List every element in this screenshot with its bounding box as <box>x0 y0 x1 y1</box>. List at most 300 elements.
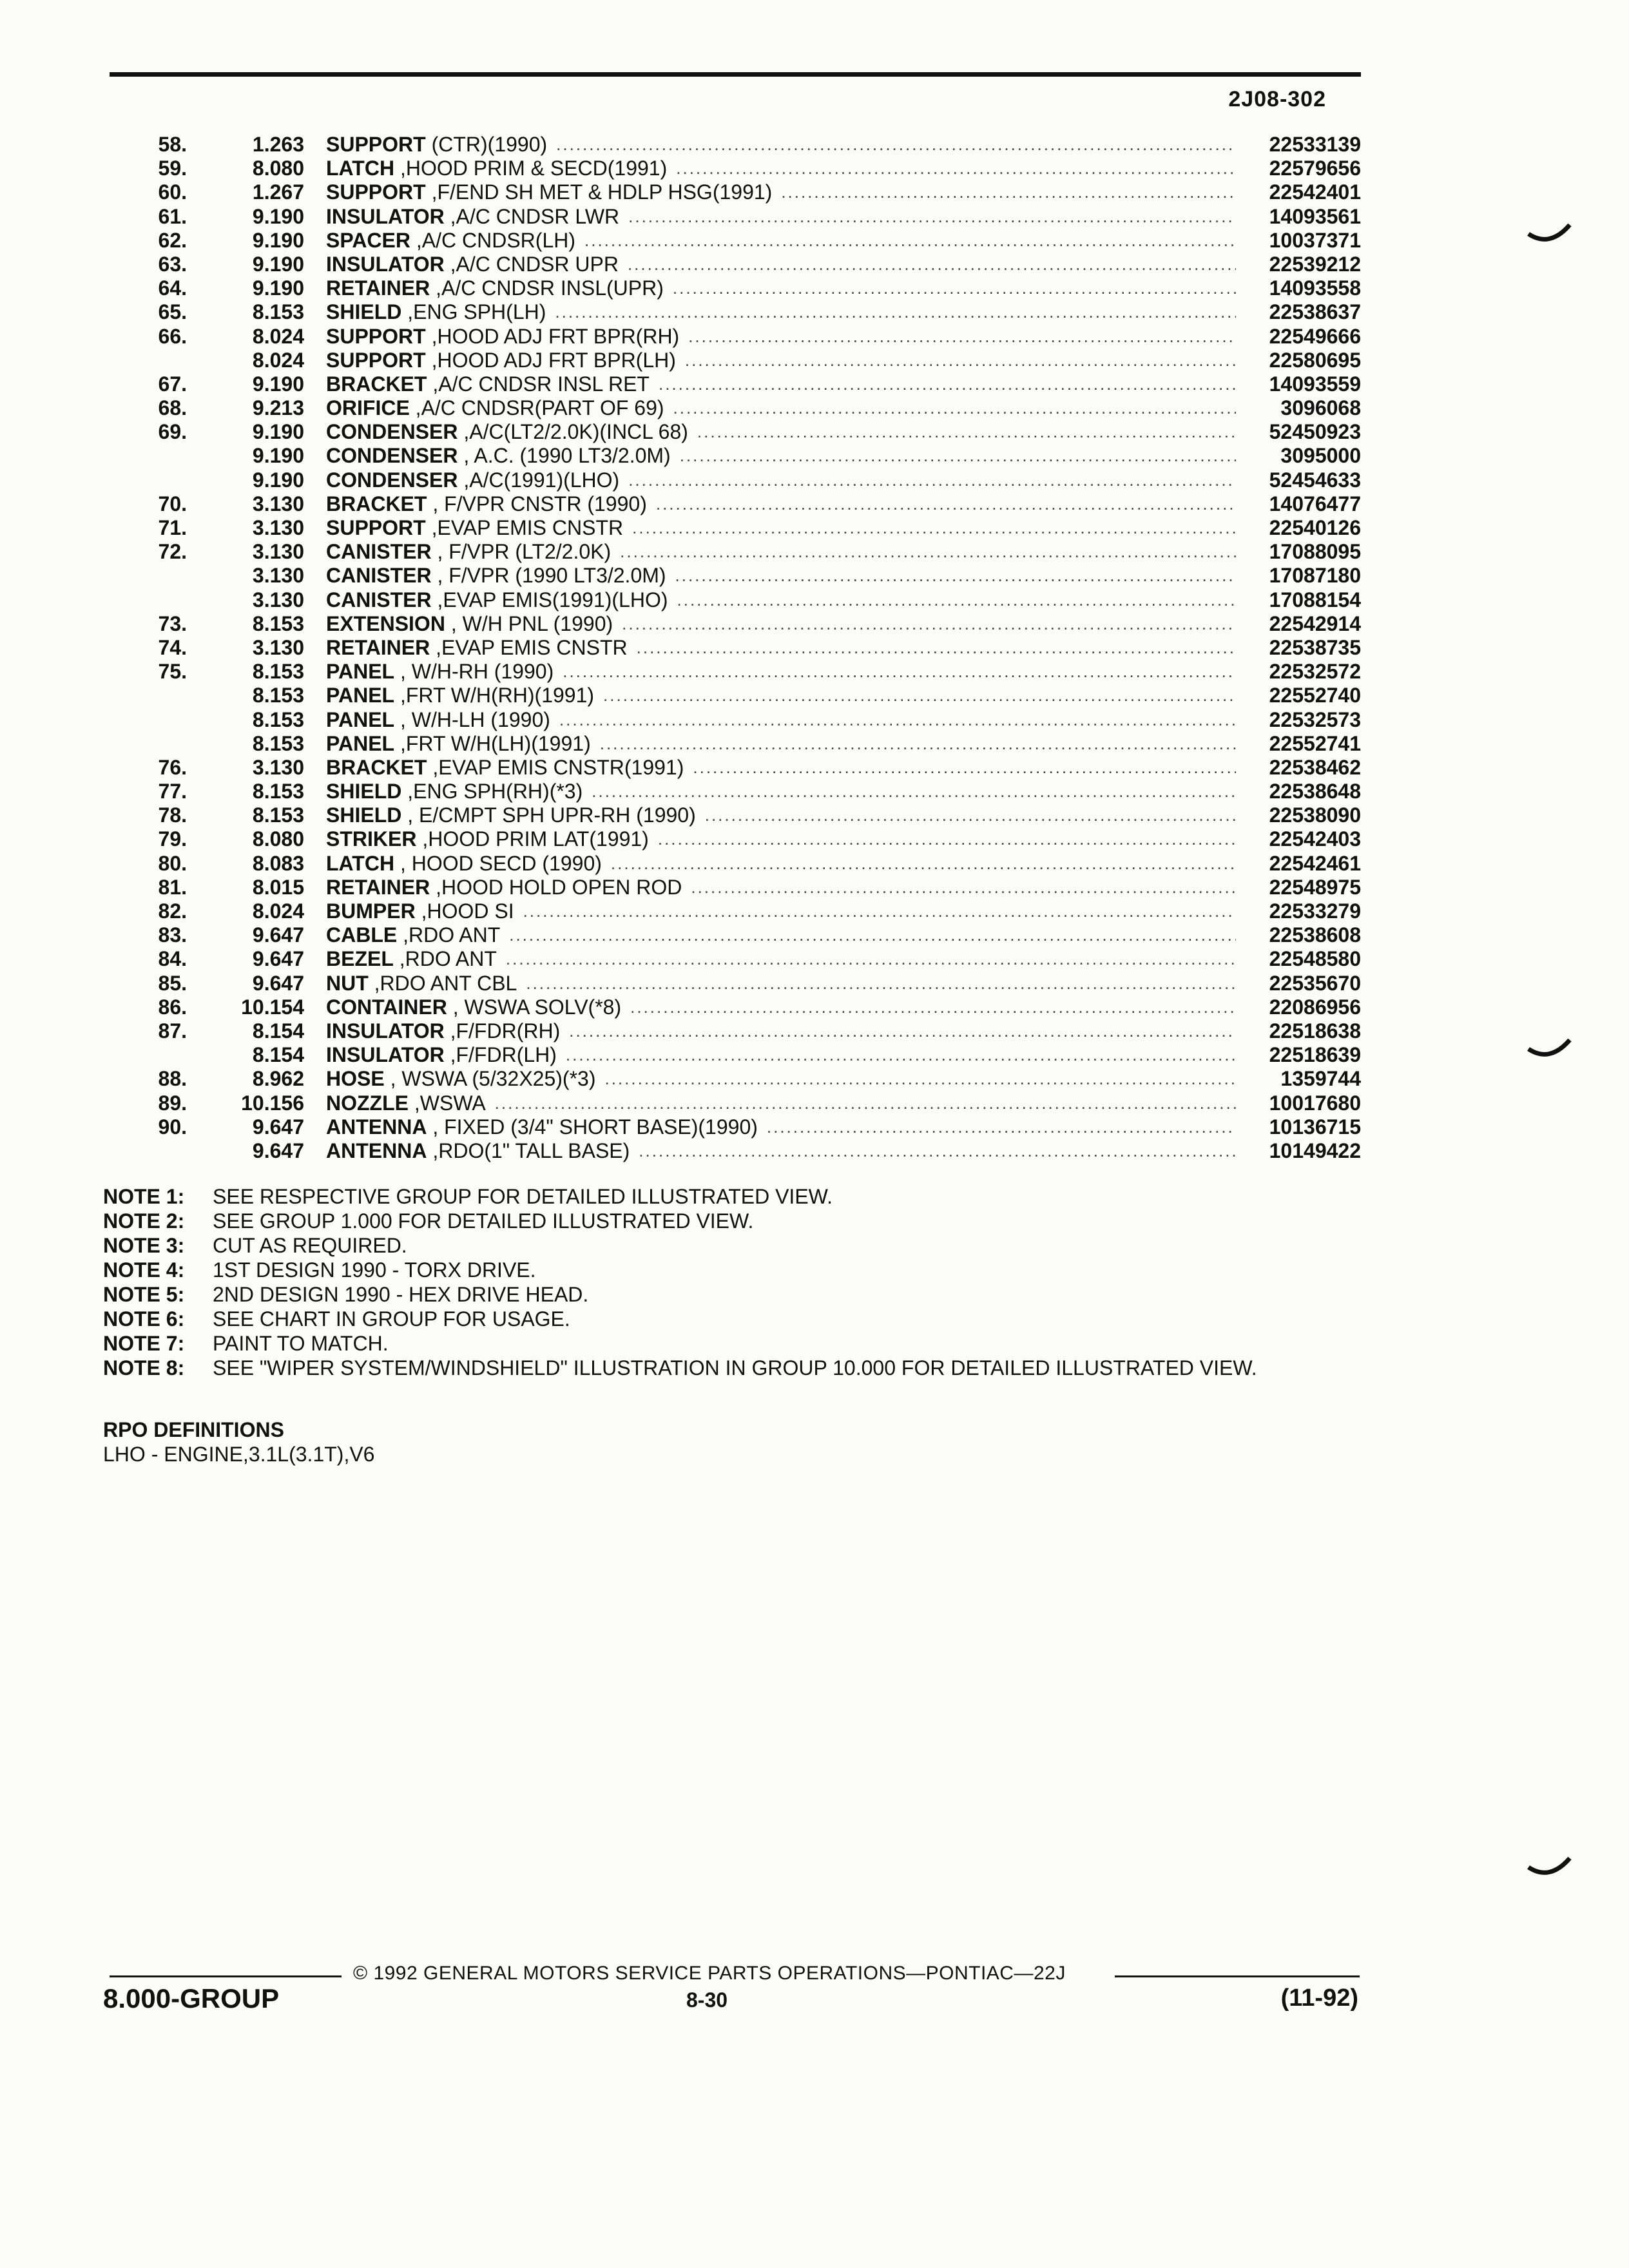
part-ref-number: 88. <box>158 1067 187 1091</box>
footer-page-number: 8-30 <box>686 1988 728 2012</box>
part-number: 17087180 <box>1269 564 1361 588</box>
part-spec: ,HOOD ADJ FRT BPR(LH) <box>425 348 676 372</box>
part-description <box>326 468 1245 492</box>
part-ref-number <box>110 588 187 612</box>
part-row <box>110 420 1361 444</box>
dot-leader <box>781 180 1236 204</box>
part-description <box>326 1139 1245 1163</box>
part-ref-number <box>110 468 187 492</box>
part-row <box>110 300 1361 324</box>
part-description <box>326 612 1245 636</box>
part-spec: ,HOOD PRIM & SECD(1991) <box>394 157 668 180</box>
part-row <box>110 660 1361 684</box>
part-description <box>326 205 1245 229</box>
binder-hole-mark <box>1527 1856 1572 1881</box>
part-row <box>110 756 1361 780</box>
dot-leader <box>523 899 1236 923</box>
part-number: 22518639 <box>1269 1043 1361 1067</box>
part-row <box>110 1091 1361 1115</box>
dot-leader <box>604 1067 1236 1091</box>
part-ref-number: 71. <box>158 516 187 539</box>
note-item <box>103 1258 1360 1282</box>
part-name: INSULATOR <box>326 252 445 276</box>
part-name: RETAINER <box>326 635 430 659</box>
part-name: NOZZLE <box>326 1091 409 1115</box>
part-description <box>326 396 1245 420</box>
part-group-number: 8.962 <box>252 1067 304 1091</box>
part-row <box>110 229 1361 253</box>
dot-leader <box>685 349 1236 372</box>
part-row <box>110 372 1361 396</box>
part-row <box>110 396 1361 420</box>
dot-leader <box>637 636 1236 660</box>
part-name: RETAINER <box>326 276 430 300</box>
part-row <box>110 1067 1361 1091</box>
part-number: 22538608 <box>1269 923 1361 947</box>
part-name: BUMPER <box>326 899 416 923</box>
part-row <box>110 133 1361 157</box>
part-group-number: 9.190 <box>252 276 304 300</box>
part-group-number: 1.263 <box>252 133 304 156</box>
part-number: 22532572 <box>1269 660 1361 684</box>
part-number: 52454633 <box>1269 468 1361 492</box>
note-item <box>103 1307 1360 1331</box>
dot-leader <box>767 1115 1236 1139</box>
dot-leader <box>658 827 1236 851</box>
dot-leader <box>622 612 1236 636</box>
part-spec: ,A/C CNDSR(PART OF 69) <box>409 396 664 420</box>
dot-leader <box>592 780 1236 803</box>
part-description <box>326 157 1245 180</box>
part-row <box>110 540 1361 564</box>
part-row <box>110 899 1361 923</box>
part-ref-number: 85. <box>158 971 187 995</box>
part-description <box>326 564 1245 588</box>
part-number: 22533279 <box>1269 899 1361 923</box>
part-ref-number: 74. <box>158 635 187 659</box>
part-number: 17088095 <box>1269 540 1361 564</box>
dot-leader <box>555 300 1236 324</box>
part-description <box>326 684 1245 707</box>
note-item <box>103 1209 1360 1233</box>
part-name: ORIFICE <box>326 396 410 420</box>
note-text: PAINT TO MATCH. <box>213 1332 389 1355</box>
dot-leader <box>680 444 1236 468</box>
part-description <box>326 253 1245 276</box>
binder-hole-mark <box>1527 222 1572 248</box>
part-group-number: 8.080 <box>252 157 304 180</box>
part-spec: ,HOOD ADJ FRT BPR(RH) <box>425 324 680 348</box>
part-description <box>326 133 1245 157</box>
part-ref-number: 84. <box>158 947 187 971</box>
note-item <box>103 1356 1360 1380</box>
dot-leader <box>639 1139 1236 1163</box>
dot-leader <box>675 564 1236 588</box>
part-description <box>326 852 1245 876</box>
part-row <box>110 588 1361 612</box>
dot-leader <box>569 1019 1236 1043</box>
note-item <box>103 1282 1360 1307</box>
part-name: SUPPORT <box>326 180 426 204</box>
part-row <box>110 972 1361 995</box>
dot-leader <box>630 995 1236 1019</box>
part-description <box>326 300 1245 324</box>
note-label: NOTE 8: <box>103 1356 185 1379</box>
dot-leader <box>676 157 1236 180</box>
rpo-definition: LHO - ENGINE,3.1L(3.1T),V6 <box>103 1443 375 1466</box>
part-description <box>326 349 1245 372</box>
part-group-number: 9.190 <box>252 444 304 468</box>
part-ref-number: 64. <box>158 276 187 300</box>
top-rule <box>110 72 1361 77</box>
part-spec: , F/VPR CNSTR (1990) <box>427 492 647 515</box>
part-group-number: 8.153 <box>252 300 304 324</box>
part-description <box>326 1043 1245 1067</box>
part-description <box>326 492 1245 516</box>
part-ref-number <box>110 708 187 732</box>
part-spec: , A.C. (1990 LT3/2.0M) <box>458 444 671 468</box>
part-name: PANEL <box>326 707 395 731</box>
part-description <box>326 180 1245 204</box>
dot-leader <box>628 205 1236 229</box>
part-name: ANTENNA <box>326 1115 427 1139</box>
part-name: INSULATOR <box>326 204 445 228</box>
part-name: LATCH <box>326 157 395 180</box>
part-number: 22542914 <box>1269 611 1361 635</box>
part-group-number: 3.130 <box>252 635 304 659</box>
dot-leader <box>705 803 1236 827</box>
part-row <box>110 732 1361 756</box>
part-description <box>326 732 1245 756</box>
part-group-number: 9.190 <box>252 252 304 276</box>
part-description <box>326 1067 1245 1091</box>
note-text: SEE RESPECTIVE GROUP FOR DETAILED ILLUSTRATED VIEW. <box>213 1185 833 1208</box>
part-group-number: 1.267 <box>252 180 304 204</box>
dot-leader <box>556 133 1236 157</box>
part-description <box>326 325 1245 349</box>
part-number: 22086956 <box>1269 995 1361 1019</box>
part-number: 14093559 <box>1269 372 1361 396</box>
part-group-number: 10.154 <box>241 995 304 1019</box>
part-description <box>326 876 1245 899</box>
part-group-number: 3.130 <box>252 755 304 779</box>
dot-leader <box>603 684 1236 707</box>
part-name: INSULATOR <box>326 1043 445 1067</box>
part-ref-number <box>110 349 187 372</box>
part-description <box>326 923 1245 947</box>
part-ref-number: 63. <box>158 252 187 276</box>
note-label: NOTE 1: <box>103 1185 185 1208</box>
part-row <box>110 276 1361 300</box>
part-group-number: 8.153 <box>252 803 304 827</box>
dot-leader <box>563 660 1236 684</box>
part-spec: , HOOD SECD (1990) <box>394 851 602 875</box>
part-spec: ,ENG SPH(RH)(*3) <box>401 780 583 803</box>
footer-date: (11-92) <box>1280 1984 1358 2012</box>
part-row <box>110 708 1361 732</box>
part-ref-number: 68. <box>158 396 187 420</box>
part-ref-number <box>110 564 187 588</box>
part-spec: ,F/FDR(LH) <box>444 1043 557 1067</box>
part-spec: ,RDO ANT <box>397 923 501 947</box>
part-description <box>326 756 1245 780</box>
part-ref-number: 86. <box>158 995 187 1019</box>
part-description <box>326 660 1245 684</box>
part-number: 10037371 <box>1269 228 1361 252</box>
dot-leader <box>566 1043 1236 1067</box>
part-row <box>110 325 1361 349</box>
part-group-number: 3.130 <box>252 564 304 588</box>
part-name: PANEL <box>326 684 395 707</box>
part-group-number: 8.154 <box>252 1019 304 1043</box>
part-group-number: 3.130 <box>252 540 304 564</box>
part-group-number: 9.647 <box>252 923 304 947</box>
part-name: BRACKET <box>326 492 427 515</box>
part-spec: ,A/C CNDSR(LH) <box>410 228 575 252</box>
part-group-number: 8.153 <box>252 780 304 803</box>
part-ref-number: 83. <box>158 923 187 947</box>
dot-leader <box>628 468 1236 492</box>
part-group-number: 8.153 <box>252 731 304 755</box>
part-group-number: 8.024 <box>252 324 304 348</box>
part-name: SUPPORT <box>326 516 426 539</box>
part-spec: ,A/C(1991)(LHO) <box>458 468 620 492</box>
part-row <box>110 995 1361 1019</box>
part-row <box>110 516 1361 540</box>
part-name: CANISTER <box>326 588 432 611</box>
part-name: SUPPORT <box>326 133 426 156</box>
part-number: 22549666 <box>1269 324 1361 348</box>
part-ref-number: 73. <box>158 611 187 635</box>
part-description <box>326 899 1245 923</box>
footer-copyright: © 1992 GENERAL MOTORS SERVICE PARTS OPERATIONS—PONTIAC—22J <box>353 1963 1066 1984</box>
part-spec: , F/VPR (LT2/2.0K) <box>431 540 612 564</box>
part-name: INSULATOR <box>326 1019 445 1043</box>
part-ref-number <box>110 732 187 756</box>
part-description <box>326 972 1245 995</box>
part-number: 22548975 <box>1269 875 1361 899</box>
part-ref-number: 70. <box>158 492 187 515</box>
part-row <box>110 1139 1361 1163</box>
part-spec: ,A/C CNDSR INSL RET <box>427 372 650 396</box>
part-spec: ,F/END SH MET & HDLP HSG(1991) <box>425 180 773 204</box>
part-number: 14093558 <box>1269 276 1361 300</box>
dot-leader <box>526 972 1236 995</box>
part-spec: , F/VPR (1990 LT3/2.0M) <box>431 564 666 588</box>
dot-leader <box>495 1091 1236 1115</box>
note-label: NOTE 6: <box>103 1307 185 1331</box>
part-description <box>326 803 1245 827</box>
part-name: PANEL <box>326 731 395 755</box>
part-ref-number: 79. <box>158 827 187 851</box>
part-number: 10136715 <box>1269 1115 1361 1139</box>
part-number: 22538735 <box>1269 635 1361 659</box>
note-item <box>103 1184 1360 1209</box>
part-row <box>110 1043 1361 1067</box>
dot-leader <box>656 492 1236 516</box>
part-ref-number: 66. <box>158 324 187 348</box>
part-ref-number <box>110 1043 187 1067</box>
part-name: NUT <box>326 971 369 995</box>
part-description <box>326 276 1245 300</box>
part-number: 22580695 <box>1269 348 1361 372</box>
part-row <box>110 780 1361 803</box>
part-number: 22542461 <box>1269 851 1361 875</box>
part-name: SPACER <box>326 228 410 252</box>
part-name: ANTENNA <box>326 1139 427 1162</box>
part-ref-number: 76. <box>158 755 187 779</box>
part-ref-number: 58. <box>158 133 187 156</box>
part-spec: ,EVAP EMIS CNSTR <box>430 635 628 659</box>
part-ref-number: 59. <box>158 157 187 180</box>
note-item <box>103 1233 1360 1258</box>
part-group-number: 8.015 <box>252 875 304 899</box>
part-name: BRACKET <box>326 755 427 779</box>
part-group-number: 8.153 <box>252 611 304 635</box>
dot-leader <box>506 947 1236 971</box>
part-ref-number <box>110 684 187 707</box>
part-description <box>326 995 1245 1019</box>
part-number: 14076477 <box>1269 492 1361 515</box>
footer-group-label: 8.000-GROUP <box>103 1983 280 2013</box>
part-ref-number: 80. <box>158 851 187 875</box>
part-group-number: 9.647 <box>252 971 304 995</box>
part-group-number: 8.154 <box>252 1043 304 1067</box>
part-spec: , W/H-LH (1990) <box>394 707 550 731</box>
part-name: BRACKET <box>326 372 427 396</box>
dot-leader <box>693 756 1236 780</box>
part-description <box>326 372 1245 396</box>
part-number: 22538090 <box>1269 803 1361 827</box>
part-number: 22538637 <box>1269 300 1361 324</box>
part-ref-number: 62. <box>158 228 187 252</box>
part-group-number: 8.024 <box>252 348 304 372</box>
part-group-number: 8.153 <box>252 707 304 731</box>
part-group-number: 8.153 <box>252 660 304 684</box>
part-spec: ,HOOD HOLD OPEN ROD <box>430 875 682 899</box>
part-number: 22552741 <box>1269 731 1361 755</box>
part-row <box>110 1019 1361 1043</box>
part-ref-number: 78. <box>158 803 187 827</box>
part-description <box>326 444 1245 468</box>
note-label: NOTE 3: <box>103 1234 185 1257</box>
part-number: 3095000 <box>1280 444 1361 468</box>
part-spec: , WSWA SOLV(*8) <box>447 995 622 1019</box>
part-group-number: 9.647 <box>252 947 304 971</box>
part-row <box>110 947 1361 971</box>
dot-leader <box>559 708 1236 732</box>
dot-leader <box>628 253 1236 276</box>
note-text: SEE GROUP 1.000 FOR DETAILED ILLUSTRATED VIEW. <box>213 1209 754 1233</box>
note-text: SEE CHART IN GROUP FOR USAGE. <box>213 1307 570 1331</box>
part-spec: ,FRT W/H(RH)(1991) <box>394 684 595 707</box>
part-group-number: 3.130 <box>252 492 304 515</box>
part-number: 3096068 <box>1280 396 1361 420</box>
part-name: STRIKER <box>326 827 417 851</box>
parts-list <box>110 133 1361 1163</box>
part-ref-number: 82. <box>158 899 187 923</box>
dot-leader <box>688 325 1236 349</box>
dot-leader <box>697 420 1236 444</box>
part-group-number: 8.153 <box>252 684 304 707</box>
note-label: NOTE 4: <box>103 1258 185 1282</box>
footer-rule-right <box>1115 1975 1360 1977</box>
dot-leader <box>677 588 1237 612</box>
part-name: CONDENSER <box>326 420 458 444</box>
part-group-number: 9.190 <box>252 468 304 492</box>
part-ref-number: 72. <box>158 540 187 564</box>
part-spec: ,RDO ANT CBL <box>368 971 517 995</box>
part-row <box>110 827 1361 851</box>
part-row <box>110 1115 1361 1139</box>
part-name: CONDENSER <box>326 444 458 468</box>
part-name: CABLE <box>326 923 398 947</box>
part-name: SHIELD <box>326 300 402 324</box>
part-number: 22518638 <box>1269 1019 1361 1043</box>
dot-leader <box>620 540 1236 564</box>
part-number: 22535670 <box>1269 971 1361 995</box>
part-name: PANEL <box>326 660 395 684</box>
part-number: 52450923 <box>1269 420 1361 444</box>
document-code: 2J08-302 <box>1228 87 1326 111</box>
part-spec: , FIXED (3/4" SHORT BASE)(1990) <box>427 1115 758 1139</box>
part-group-number: 9.190 <box>252 420 304 444</box>
note-text: SEE "WIPER SYSTEM/WINDSHIELD" ILLUSTRATION IN GROUP 10.000 FOR DETAILED ILLUSTRATED VIEW. <box>213 1356 1257 1379</box>
part-ref-number: 77. <box>158 780 187 803</box>
part-row <box>110 180 1361 204</box>
part-name: SHIELD <box>326 780 402 803</box>
part-row <box>110 852 1361 876</box>
part-name: CANISTER <box>326 564 432 588</box>
part-number: 22533139 <box>1269 133 1361 156</box>
part-spec: ,F/FDR(RH) <box>444 1019 561 1043</box>
part-ref-number: 60. <box>158 180 187 204</box>
part-spec: ,RDO(1" TALL BASE) <box>427 1139 630 1162</box>
part-number: 10149422 <box>1269 1139 1361 1162</box>
part-number: 22538462 <box>1269 755 1361 779</box>
part-spec: ,A/C CNDSR INSL(UPR) <box>430 276 664 300</box>
part-row <box>110 492 1361 516</box>
part-row <box>110 636 1361 660</box>
note-label: NOTE 7: <box>103 1332 185 1355</box>
part-ref-number: 90. <box>158 1115 187 1139</box>
part-name: SUPPORT <box>326 348 426 372</box>
part-description <box>326 947 1245 971</box>
part-name: RETAINER <box>326 875 430 899</box>
part-spec: , WSWA (5/32X25)(*3) <box>384 1067 596 1091</box>
part-spec: ,EVAP EMIS CNSTR <box>425 516 624 539</box>
part-group-number: 3.130 <box>252 588 304 611</box>
note-label: NOTE 5: <box>103 1283 185 1306</box>
part-description <box>326 540 1245 564</box>
part-spec: ,HOOD SI <box>415 899 514 923</box>
part-number: 22532573 <box>1269 707 1361 731</box>
part-spec: , W/H PNL (1990) <box>445 611 613 635</box>
part-spec: , E/CMPT SPH UPR-RH (1990) <box>401 803 696 827</box>
part-group-number: 9.213 <box>252 396 304 420</box>
part-name: CANISTER <box>326 540 432 564</box>
part-group-number: 9.647 <box>252 1115 304 1139</box>
part-number: 22538648 <box>1269 780 1361 803</box>
part-group-number: 8.083 <box>252 851 304 875</box>
part-row <box>110 612 1361 636</box>
dot-leader <box>632 516 1236 540</box>
part-description <box>326 1115 1245 1139</box>
part-spec: ,A/C CNDSR LWR <box>444 204 620 228</box>
part-description <box>326 1019 1245 1043</box>
part-spec: ,EVAP EMIS(1991)(LHO) <box>431 588 668 611</box>
part-number: 22579656 <box>1269 157 1361 180</box>
